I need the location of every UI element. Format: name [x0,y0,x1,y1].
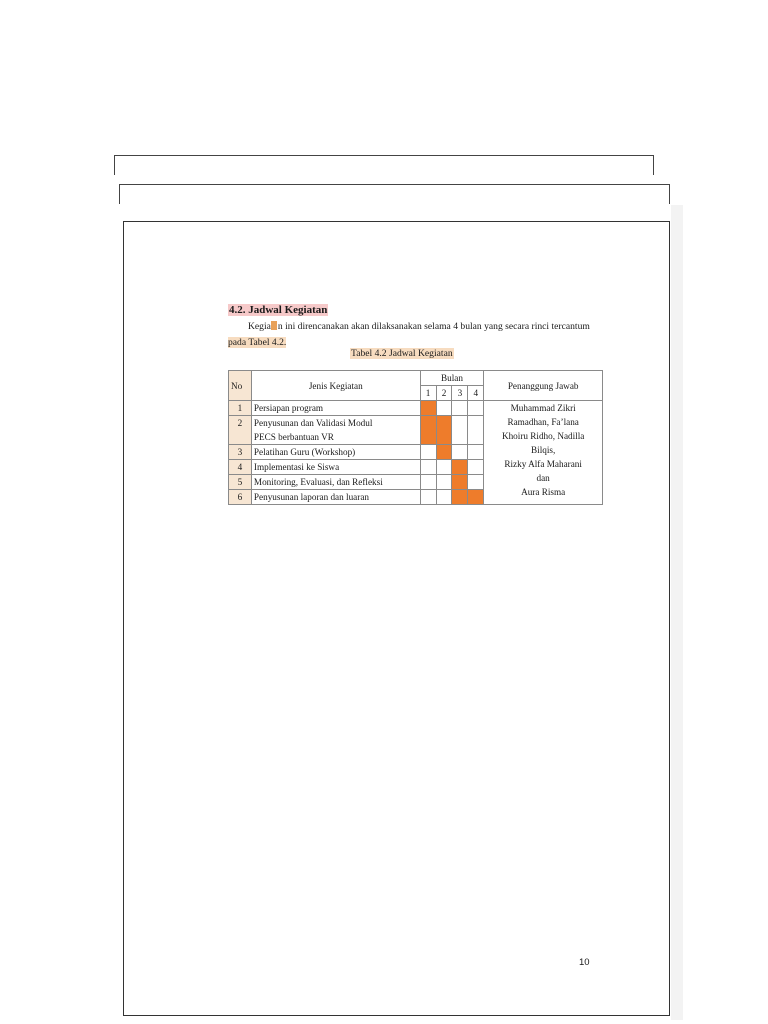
responsible-line: Muhammad Zikri [510,403,576,413]
month-cell-active [420,416,436,445]
responsible-line: Khoiru Ridho, Nadilla [501,431,585,441]
stacked-page-frame-middle [119,184,670,204]
month-cell [420,475,436,490]
month-cell-active [452,475,468,490]
month-cell [436,490,452,505]
row-number: 3 [229,445,252,460]
month-cell [452,401,468,416]
month-cell-active [436,445,452,460]
month-cell [436,460,452,475]
month-cell [468,475,484,490]
month-cell [468,460,484,475]
section-paragraph [228,319,598,351]
header-responsible: Penanggung Jawab [484,371,603,401]
page-number: 10 [579,957,590,968]
month-cell [468,401,484,416]
header-activity: Jenis Kegiatan [251,371,420,401]
month-cell [436,401,452,416]
document-page [123,221,670,1016]
row-number: 6 [229,490,252,505]
row-activity-continued: PECS berbantuan VR [251,430,420,445]
header-no: No [229,371,252,401]
month-cell-active [420,401,436,416]
table-reference: pada Tabel 4.2. [228,337,287,348]
row-activity: Penyusunan dan Validasi Modul [251,416,420,431]
row-activity: Persiapan program [251,401,420,416]
month-cell [452,416,468,445]
row-number: 1 [229,401,252,416]
responsible-line: dan [536,473,550,483]
row-number: 2 [229,416,252,445]
paragraph-text-start: Kegia [248,321,271,332]
month-cell [468,416,484,445]
paragraph-text-body: n ini direncanakan akan dilaksanakan selama 4 bulan yang secara rinci tercantum [277,321,590,332]
responsible-line: Ramadhan, Fa’lana [507,417,579,427]
month-cell-active [436,416,452,445]
row-number: 4 [229,460,252,475]
header-month-1: 1 [420,386,436,401]
header-month-group: Bulan [420,371,484,386]
month-cell [420,445,436,460]
text-cursor-marker [271,321,277,330]
row-activity: Implementasi ke Siswa [251,460,420,475]
table-caption: Tabel 4.2 Jadwal Kegiatan [351,348,453,359]
page-shadow [671,205,683,1020]
stacked-page-frame-back [114,155,654,175]
row-activity: Monitoring, Evaluasi, dan Refleksi [251,475,420,490]
month-cell [468,445,484,460]
responsible-line: Bilqis, [531,445,556,455]
month-cell-active [452,490,468,505]
responsible-line: Aura Risma [521,487,566,497]
month-cell [452,445,468,460]
month-cell [420,460,436,475]
header-month-4: 4 [468,386,484,401]
row-activity: Pelatihan Guru (Workshop) [251,445,420,460]
month-cell [436,475,452,490]
header-month-3: 3 [452,386,468,401]
schedule-table [228,370,603,505]
section-heading: 4.2. Jadwal Kegiatan [229,304,328,316]
row-activity: Penyusunan laporan dan luaran [251,490,420,505]
month-cell-active [452,460,468,475]
row-number: 5 [229,475,252,490]
responsible-line: Rizky Alfa Maharani [504,459,582,469]
header-month-2: 2 [436,386,452,401]
responsible-cell [484,401,603,505]
month-cell [420,490,436,505]
table-row [229,401,603,416]
month-cell-active [468,490,484,505]
